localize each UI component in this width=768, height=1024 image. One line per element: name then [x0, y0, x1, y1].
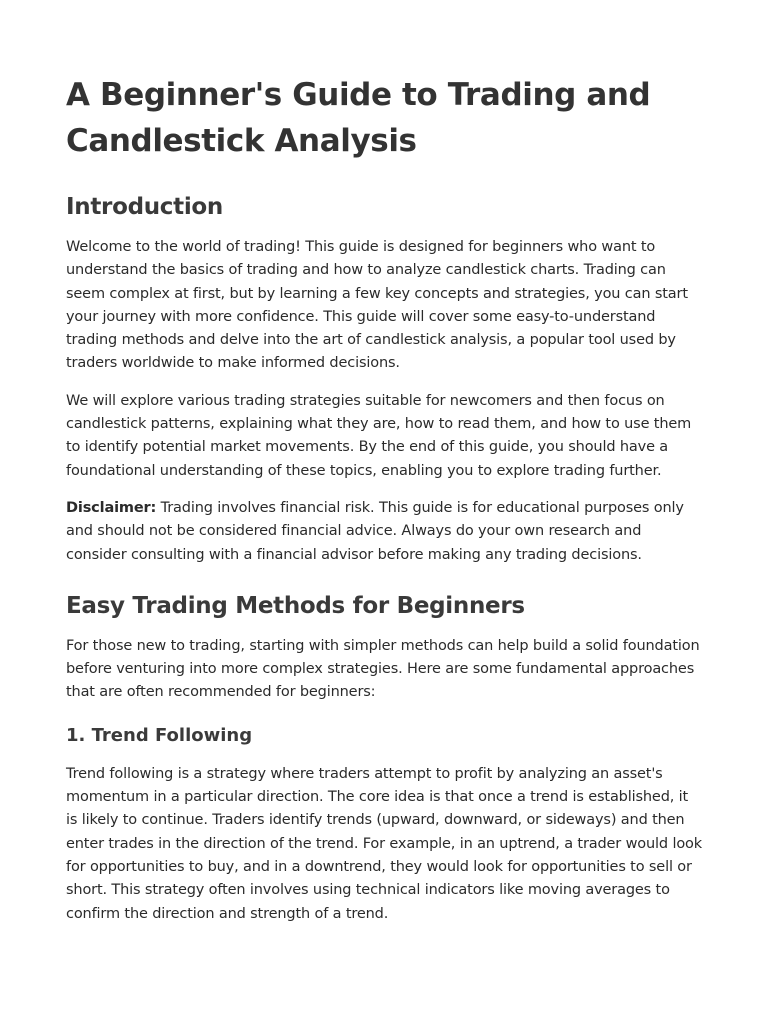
intro-paragraph-2: We will explore various trading strategies suitable for newcomers and then focus on candlestick patterns, explaining what they are, how to read them, and how to use them to identify potential market movements. By the end of this guide, you should have a foundational understanding of these topics, enabling you to explore trading further.: [66, 392, 692, 479]
methods-paragraph: For those new to trading, starting with simpler methods can help build a solid foundation before venturing into more complex strategies. Here are some fundamental approaches that are often recommended for beginners:: [66, 637, 700, 701]
disclaimer-paragraph: [66, 497, 702, 567]
disclaimer-text: Trading involves financial risk. This guide is for educational purposes only and should not be considered financial advice. Always do your own research and consider consulting with a financial advisor before making any trading decisions.: [66, 499, 684, 563]
disclaimer-label: Disclaimer:: [66, 499, 157, 516]
introduction-heading: Introduction: [66, 194, 223, 220]
intro-paragraph-1: Welcome to the world of trading! This guide is designed for beginners who want to understand the basics of trading and how to analyze candlestick charts. Trading can seem complex at first, but by learning a few key concepts and strategies, you can start your journey with more confidence. This guide will cover some easy-to-understand trading methods and delve into the art of candlestick analysis, a popular tool used by traders worldwide to make informed decisions.: [66, 239, 688, 372]
document-title: A Beginner's Guide to Trading and Candlestick Analysis: [66, 77, 651, 159]
trend-following-paragraph: Trend following is a strategy where traders attempt to profit by analyzing an asset's momentum in a particular direction. The core idea is that once a trend is established, it is likely to continue. Traders identify trends (upward, downward, or sideways) and then enter trades in the direction of the trend. For example, in an uptrend, a trader would look for opportunities to buy, and in a downtrend, they would look for opportunities to sell or short. This strategy often involves using technical indicators like moving averages to confirm the direction and strength of a trend.: [66, 765, 703, 922]
trend-following-heading: 1. Trend Following: [66, 724, 253, 746]
methods-heading: Easy Trading Methods for Beginners: [66, 592, 525, 619]
